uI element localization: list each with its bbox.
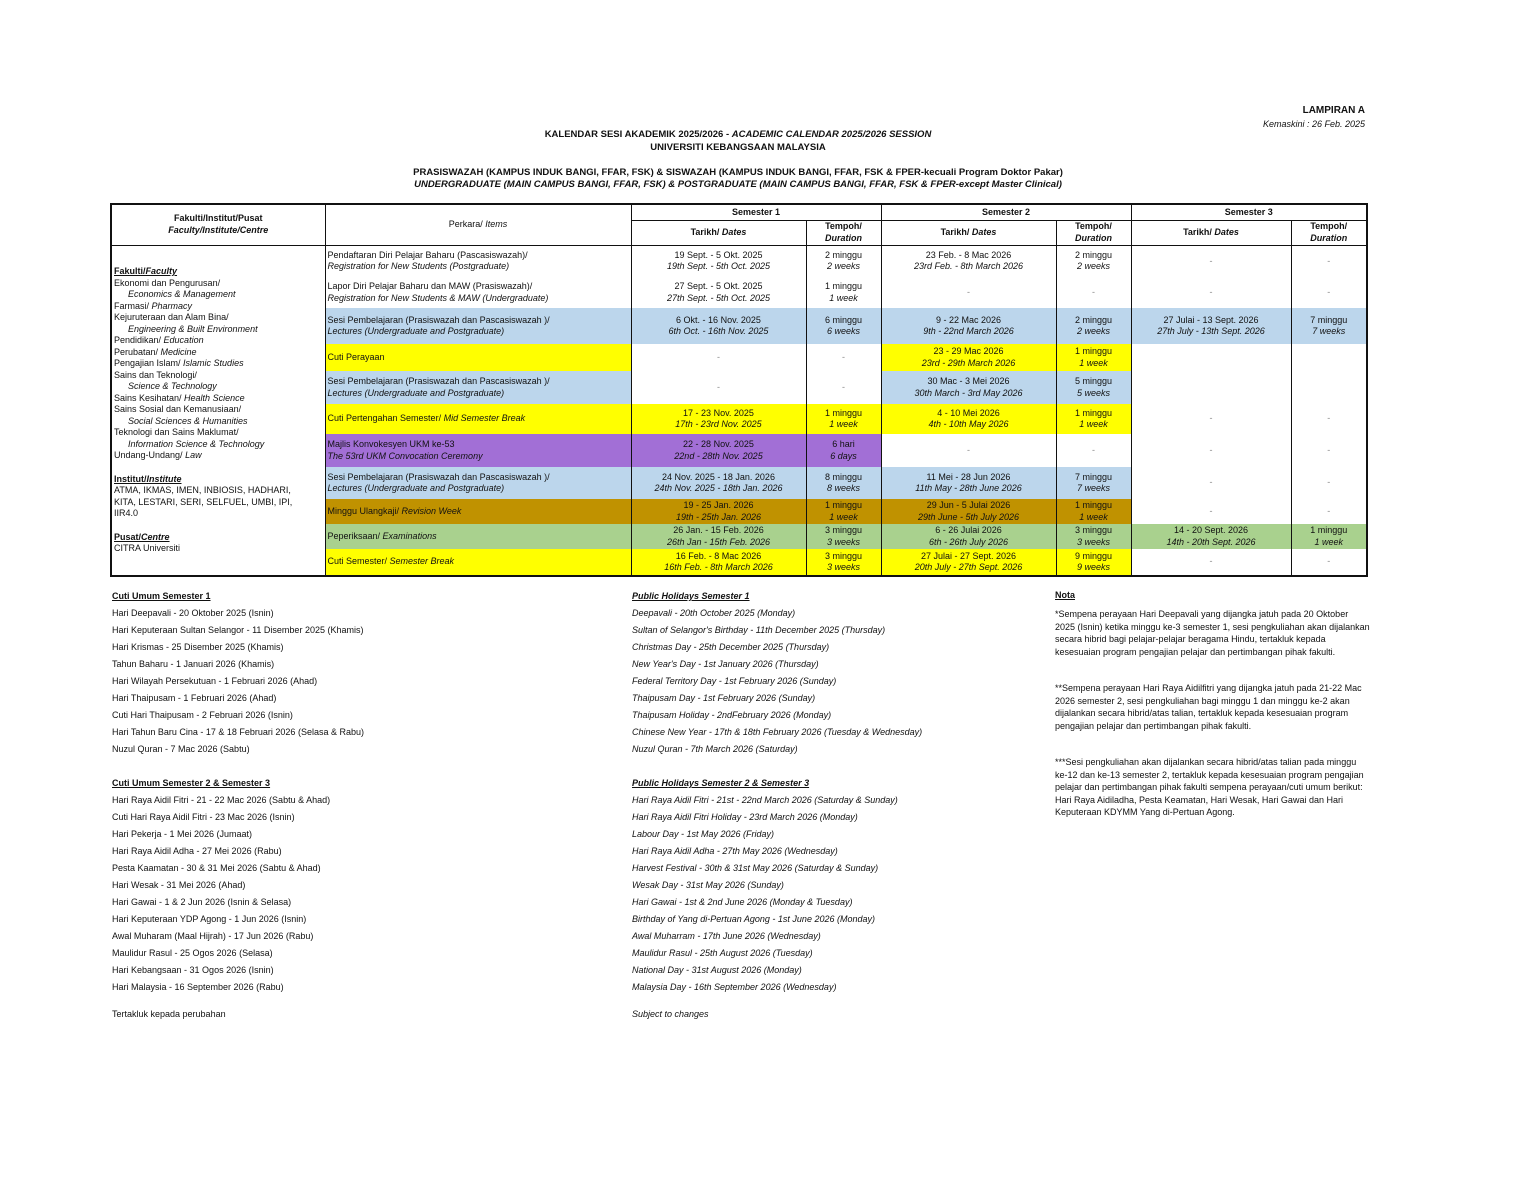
- holiday-item: Hari Thaipusam - 1 Februari 2026 (Ahad): [112, 693, 277, 703]
- duration-column-header: Tempoh/ Duration: [806, 220, 881, 245]
- holiday-item: Thaipusam Holiday - 2ndFebruary 2026 (Monday): [632, 710, 832, 720]
- item-cell: Cuti Pertengahan Semester/ Mid Semester Break: [325, 404, 631, 434]
- title-en: ACADEMIC CALENDAR 2025/2026 SESSION: [731, 129, 932, 140]
- s1-dates-cell: 17 - 23 Nov. 2025 17th - 23rd Nov. 2025: [631, 404, 806, 434]
- item-cell: Peperiksaan/ Examinations: [325, 524, 631, 549]
- academic-calendar-table: [110, 203, 1368, 577]
- s2-duration-cell: -: [1056, 434, 1131, 467]
- s3-dates-cell: -: [1131, 467, 1291, 499]
- faculty-item: Sains Kesihatan/ Health Science: [114, 392, 245, 403]
- s2-duration-cell: 2 minggu 2 weeks: [1056, 245, 1131, 277]
- holiday-item: Hari Malaysia - 16 September 2026 (Rabu): [112, 982, 284, 992]
- holiday-heading: Cuti Umum Semester 2 & Semester 3: [112, 778, 271, 788]
- holiday-item: Hari Raya Aidil Fitri Holiday - 23rd March 2026 (Monday): [632, 812, 858, 822]
- s1-duration-cell: 1 minggu 1 week: [806, 277, 881, 308]
- public-holidays-ms: [112, 588, 592, 1023]
- holiday-item: Harvest Festival - 30th & 31st May 2026 (Saturday & Sunday): [632, 863, 879, 873]
- s2-dates-cell: -: [881, 277, 1056, 308]
- faculty-item: Teknologi dan Sains Maklumat/ Information Science & Technology: [114, 427, 265, 449]
- s3-duration-cell: -: [1291, 277, 1367, 308]
- s1-duration-cell: 3 minggu 3 weeks: [806, 524, 881, 549]
- faculty-item: Pengajian Islam/ Islamic Studies: [114, 358, 244, 368]
- holiday-item: Malaysia Day - 16th September 2026 (Wednesday): [632, 982, 837, 992]
- s1-duration-cell: 6 hari 6 days: [806, 434, 881, 467]
- holiday-item: Cuti Hari Raya Aidil Fitri - 23 Mac 2026 (Isnin): [112, 812, 295, 822]
- s2-duration-cell: 9 minggu 9 weeks: [1056, 549, 1131, 576]
- calendar-row: [111, 245, 1367, 277]
- s1-duration-cell: 6 minggu 6 weeks: [806, 308, 881, 344]
- holiday-item: Awal Muharam (Maal Hijrah) - 17 Jun 2026 (Rabu): [112, 931, 314, 941]
- holiday-item: Labour Day - 1st May 2026 (Friday): [632, 829, 775, 839]
- s1-duration-cell: 3 minggu 3 weeks: [806, 549, 881, 576]
- s2-duration-cell: 3 minggu 3 weeks: [1056, 524, 1131, 549]
- notes-section: [1055, 588, 1370, 843]
- s3-duration-cell: 7 minggu 7 weeks: [1291, 308, 1367, 344]
- item-cell: Sesi Pembelajaran (Prasiswazah dan Pascasiswazah )/ Lectures (Undergraduate and Postgraduate): [325, 308, 631, 344]
- holiday-item: Hari Keputeraan Sultan Selangor - 11 Disember 2025 (Khamis): [112, 625, 364, 635]
- item-cell: Lapor Diri Pelajar Baharu dan MAW (Prasiswazah)/ Registration for New Students & MAW (Undergraduate): [327, 281, 549, 303]
- s2-dates-cell: 6 - 26 Julai 2026 6th - 26th July 2026: [881, 524, 1056, 549]
- holiday-heading: Public Holidays Semester 1: [632, 591, 750, 601]
- item-cell: Pendaftaran Diri Pelajar Baharu (Pascasiswazah)/ Registration for New Students (Postgraduate): [327, 249, 528, 272]
- faculty-item: Pendidikan/ Education: [114, 335, 204, 345]
- items-column-header: Perkara/ Items: [325, 204, 631, 245]
- faculty-item: Farmasi/ Pharmacy: [114, 300, 193, 311]
- s1-dates-cell: 26 Jan. - 15 Feb. 2026 26th Jan - 15th Feb. 2026: [631, 524, 806, 549]
- faculty-item: Ekonomi dan Pengurusan/ Economics & Management: [114, 277, 236, 299]
- s1-dates-cell: 22 - 28 Nov. 2025 22nd - 28th Nov. 2025: [631, 434, 806, 467]
- subject-to-change-note: Subject to changes: [632, 1009, 709, 1019]
- holiday-item: Hari Krismas - 25 Disember 2025 (Khamis): [112, 642, 284, 652]
- note-item: **Sempena perayaan Hari Raya Aidilfitri yang dijangka jatuh pada 21-22 Mac 2026 semester 2, sesi pengkuliahan bagi minggu 1 dan minggu ke-2 akan dijalankan secara hibrid/atas talian, tertakluk kepada kesesuaian program pengajian pelajar dan pertimbangan pihak fakulti.: [1055, 683, 1362, 731]
- s2-duration-cell: 5 minggu 5 weeks: [1056, 371, 1131, 404]
- s2-duration-cell: -: [1056, 277, 1131, 308]
- s2-dates-cell: 29 Jun - 5 Julai 2026 29th June - 5th July 2026: [881, 499, 1056, 524]
- holiday-item: Cuti Hari Thaipusam - 2 Februari 2026 (Isnin): [112, 710, 293, 720]
- s1-dates-cell: 6 Okt. - 16 Nov. 2025 6th Oct. - 16th Nov. 2025: [631, 308, 806, 344]
- note-item: ***Sesi pengkuliahan akan dijalankan secara hibrid/atas talian pada minggu ke-12 dan ke-13 semester 2, tertakluk kepada kesesuaian program pengajian pelajar dan pertimbangan pihak fakulti sempena perayaan/cuti umum berikut: Hari Raya Aidiladha, Pesta Keamatan, Hari Wesak, Hari Gawai dan Hari Keputeraan KDYMM Yang di-Pertuan Agong.: [1055, 757, 1364, 817]
- public-holidays-en: [632, 588, 1032, 1023]
- holiday-item: Birthday of Yang di-Pertuan Agong - 1st June 2026 (Monday): [632, 914, 875, 924]
- s3-dates-cell: 14 - 20 Sept. 2026 14th - 20th Sept. 2026: [1131, 524, 1291, 549]
- annex-label: LAMPIRAN A: [1302, 105, 1365, 116]
- s2-duration-cell: 1 minggu 1 week: [1056, 404, 1131, 434]
- holiday-item: Hari Wilayah Persekutuan - 1 Februari 2026 (Ahad): [112, 676, 318, 686]
- s1-duration-cell: 8 minggu 8 weeks: [806, 467, 881, 499]
- holiday-item: Federal Territory Day - 1st February 2026 (Sunday): [632, 676, 837, 686]
- s1-dates-cell: 24 Nov. 2025 - 18 Jan. 2026 24th Nov. 2025 - 18th Jan. 2026: [631, 467, 806, 499]
- semester-3-header: Semester 3: [1131, 204, 1367, 220]
- updated-date: Kemaskini : 26 Feb. 2025: [1262, 119, 1365, 129]
- dates-column-header: Tarikh/ Dates: [881, 220, 1056, 245]
- holiday-item: Hari Wesak - 31 Mei 2026 (Ahad): [112, 880, 246, 890]
- holiday-item: Tahun Baharu - 1 Januari 2026 (Khamis): [112, 659, 275, 669]
- faculty-column-header: Fakulti/Institut/Pusat Faculty/Institute/Centre: [111, 204, 325, 245]
- holiday-heading: Cuti Umum Semester 1: [112, 591, 211, 601]
- s1-duration-cell: 1 minggu 1 week: [806, 404, 881, 434]
- subtitle-ms: PRASISWAZAH (KAMPUS INDUK BANGI, FFAR, FSK) & SISWAZAH (KAMPUS INDUK BANGI, FFAR, FSK & FPER-kecuali Program Doktor Pakar): [413, 167, 1063, 178]
- holiday-item: Hari Deepavali - 20 Oktober 2025 (Isnin): [112, 608, 274, 618]
- s3-dates-cell: -: [1131, 434, 1291, 467]
- faculty-item: Sains Sosial dan Kemanusiaan/ Social Sciences & Humanities: [114, 404, 248, 426]
- semester-1-header: Semester 1: [631, 204, 881, 220]
- s3-dates-cell: -: [1131, 277, 1291, 308]
- dates-column-header: Tarikh/ Dates: [1131, 220, 1291, 245]
- s2-dates-cell: 11 Mei - 28 Jun 2026 11th May - 28th June 2026: [881, 467, 1056, 499]
- s1-duration-cell: -: [806, 344, 881, 371]
- holiday-heading: Public Holidays Semester 2 & Semester 3: [632, 778, 810, 788]
- item-cell: Sesi Pembelajaran (Prasiswazah dan Pascasiswazah )/ Lectures (Undergraduate and Postgraduate): [325, 467, 631, 499]
- s2-dates-cell: 27 Julai - 27 Sept. 2026 20th July - 27th Sept. 2026: [881, 549, 1056, 576]
- s2-duration-cell: 1 minggu 1 week: [1056, 344, 1131, 371]
- s1-duration-cell: 2 minggu 2 weeks: [806, 245, 881, 277]
- s2-dates-cell: 23 Feb. - 8 Mac 2026 23rd Feb. - 8th March 2026: [881, 245, 1056, 277]
- s1-dates-cell: 19 Sept. - 5 Okt. 2025 19th Sept. - 5th Oct. 2025: [631, 245, 806, 277]
- faculty-list-cell: [111, 245, 325, 576]
- holiday-item: Hari Raya Aidil Adha - 27 Mei 2026 (Rabu): [112, 846, 282, 856]
- s3-duration-cell: -: [1291, 434, 1367, 467]
- institute-list: ATMA, IKMAS, IMEN, INBIOSIS, HADHARI, KITA, LESTARI, SERI, SELFUEL, UMBI, IPI, IIR4.0: [114, 485, 293, 518]
- item-cell: Cuti Perayaan: [325, 344, 631, 371]
- holiday-item: New Year's Day - 1st January 2026 (Thursday): [632, 659, 819, 669]
- s3-dates-cell: -: [1131, 404, 1291, 434]
- item-cell: Sesi Pembelajaran (Prasiswazah dan Pascasiswazah )/ Lectures (Undergraduate and Postgraduate): [325, 371, 631, 404]
- faculty-item: Perubatan/ Medicine: [114, 346, 197, 357]
- s3-duration-cell: -: [1291, 467, 1367, 499]
- holiday-item: Nuzul Quran - 7th March 2026 (Saturday): [632, 744, 798, 754]
- duration-column-header: Tempoh/ Duration: [1056, 220, 1131, 245]
- s3-dates-empty: [1131, 344, 1291, 404]
- holiday-item: Hari Keputeraan YDP Agong - 1 Jun 2026 (Isnin): [112, 914, 307, 924]
- s3-duration-cell: -: [1291, 245, 1367, 277]
- holiday-item: Hari Kebangsaan - 31 Ogos 2026 (Isnin): [112, 965, 274, 975]
- semester-2-header: Semester 2: [881, 204, 1131, 220]
- s2-duration-cell: 2 minggu 2 weeks: [1056, 308, 1131, 344]
- subject-to-change-note: Tertakluk kepada perubahan: [112, 1009, 226, 1019]
- holiday-item: Hari Gawai - 1st & 2nd June 2026 (Monday & Tuesday): [632, 897, 853, 907]
- faculty-item: Kejuruteraan dan Alam Bina/ Engineering & Built Environment: [114, 312, 258, 334]
- holiday-item: Chinese New Year - 17th & 18th February 2026 (Tuesday & Wednesday): [632, 727, 923, 737]
- s1-duration-cell: -: [806, 371, 881, 404]
- centre-list: CITRA Universiti: [114, 543, 181, 553]
- subtitle-en: UNDERGRADUATE (MAIN CAMPUS BANGI, FFAR, FSK) & POSTGRADUATE (MAIN CAMPUS BANGI, FFAR, FSK & FPER-except Master Clinical): [414, 179, 1062, 190]
- faculty-heading: Fakulti/Faculty: [114, 266, 178, 276]
- holiday-item: Sultan of Selangor's Birthday - 11th December 2025 (Thursday): [632, 625, 886, 635]
- item-cell: Cuti Semester/ Semester Break: [325, 549, 631, 576]
- holiday-item: Hari Raya Aidil Fitri - 21st - 22nd March 2026 (Saturday & Sunday): [632, 795, 898, 805]
- holiday-item: Hari Raya Aidil Fitri - 21 - 22 Mac 2026 (Sabtu & Ahad): [112, 795, 331, 805]
- holiday-item: Pesta Kaamatan - 30 & 31 Mei 2026 (Sabtu & Ahad): [112, 863, 321, 873]
- holiday-item: Wesak Day - 31st May 2026 (Sunday): [632, 880, 784, 890]
- item-cell: Minggu Ulangkaji/ Revision Week: [325, 499, 631, 524]
- s2-dates-cell: 9 - 22 Mac 2026 9th - 22nd March 2026: [881, 308, 1056, 344]
- centre-heading: Pusat/Centre: [114, 531, 170, 542]
- university-name: UNIVERSITI KEBANGSAAN MALAYSIA: [650, 142, 826, 153]
- s1-duration-cell: 1 minggu 1 week: [806, 499, 881, 524]
- s1-dates-cell: 19 - 25 Jan. 2026 19th - 25th Jan. 2026: [631, 499, 806, 524]
- s2-duration-cell: 1 minggu 1 week: [1056, 499, 1131, 524]
- holiday-item: Maulidur Rasul - 25th August 2026 (Tuesday): [632, 948, 813, 958]
- s3-duration-cell: -: [1291, 499, 1367, 524]
- s2-dates-cell: 23 - 29 Mac 2026 23rd - 29th March 2026: [881, 344, 1056, 371]
- s2-dates-cell: 4 - 10 Mei 2026 4th - 10th May 2026: [881, 404, 1056, 434]
- holiday-item: Deepavali - 20th October 2025 (Monday): [632, 608, 796, 618]
- holiday-item: Christmas Day - 25th December 2025 (Thursday): [632, 642, 830, 652]
- s2-dates-cell: -: [881, 434, 1056, 467]
- s1-dates-cell: -: [631, 344, 806, 371]
- holiday-item: National Day - 31st August 2026 (Monday): [632, 965, 802, 975]
- duration-column-header: Tempoh/ Duration: [1291, 220, 1367, 245]
- holiday-item: Awal Muharram - 17th June 2026 (Wednesday): [632, 931, 821, 941]
- s2-duration-cell: 7 minggu 7 weeks: [1056, 467, 1131, 499]
- s3-dates-cell: -: [1131, 499, 1291, 524]
- s3-duration-cell: 1 minggu 1 week: [1291, 524, 1367, 549]
- holiday-item: Thaipusam Day - 1st February 2026 (Sunday): [632, 693, 816, 703]
- s2-dates-cell: 30 Mac - 3 Mei 2026 30th March - 3rd May 2026: [881, 371, 1056, 404]
- dates-column-header: Tarikh/ Dates: [631, 220, 806, 245]
- s1-dates-cell: 27 Sept. - 5 Okt. 2025 27th Sept. - 5th Oct. 2025: [631, 277, 806, 308]
- institute-heading: Institut/Institute: [114, 473, 182, 484]
- document-title: [380, 129, 1096, 140]
- faculty-item: Undang-Undang/ Law: [114, 450, 202, 460]
- holiday-item: Maulidur Rasul - 25 Ogos 2026 (Selasa): [112, 948, 273, 958]
- note-item: *Sempena perayaan Hari Deepavali yang dijangka jatuh pada 20 Oktober 2025 (Isnin) ketika minggu ke-3 semester 1, sesi pengkuliahan akan dijalankan secara hibrid bagi pelajar-pelajar beragama Hindu, tertakluk kepada kesesuaian program pengajian pelajar dan pertimbangan pihak fakulti.: [1055, 609, 1370, 657]
- s3-dates-cell: 27 Julai - 13 Sept. 2026 27th July - 13th Sept. 2026: [1131, 308, 1291, 344]
- s1-dates-cell: 16 Feb. - 8 Mac 2026 16th Feb. - 8th March 2026: [631, 549, 806, 576]
- s3-duration-cell: -: [1291, 549, 1367, 576]
- holiday-item: Nuzul Quran - 7 Mac 2026 (Sabtu): [112, 744, 250, 754]
- s3-duration-empty: [1291, 344, 1367, 404]
- holiday-item: Hari Raya Aidil Adha - 27th May 2026 (Wednesday): [632, 846, 838, 856]
- holiday-item: Hari Gawai - 1 & 2 Jun 2026 (Isnin & Selasa): [112, 897, 292, 907]
- holiday-item: Hari Pekerja - 1 Mei 2026 (Jumaat): [112, 829, 253, 839]
- s3-dates-cell: -: [1131, 245, 1291, 277]
- title-ms: KALENDAR SESI AKADEMIK 2025/2026 -: [544, 129, 732, 140]
- s3-duration-cell: -: [1291, 404, 1367, 434]
- s3-dates-cell: -: [1131, 549, 1291, 576]
- s1-dates-cell: -: [631, 371, 806, 404]
- holiday-item: Hari Tahun Baru Cina - 17 & 18 Februari 2026 (Selasa & Rabu): [112, 727, 364, 737]
- faculty-item: Sains dan Teknologi/ Science & Technology: [114, 369, 217, 391]
- item-cell: Majlis Konvokesyen UKM ke-53 The 53rd UKM Convocation Ceremony: [325, 434, 631, 467]
- notes-heading: Nota: [1055, 590, 1075, 600]
